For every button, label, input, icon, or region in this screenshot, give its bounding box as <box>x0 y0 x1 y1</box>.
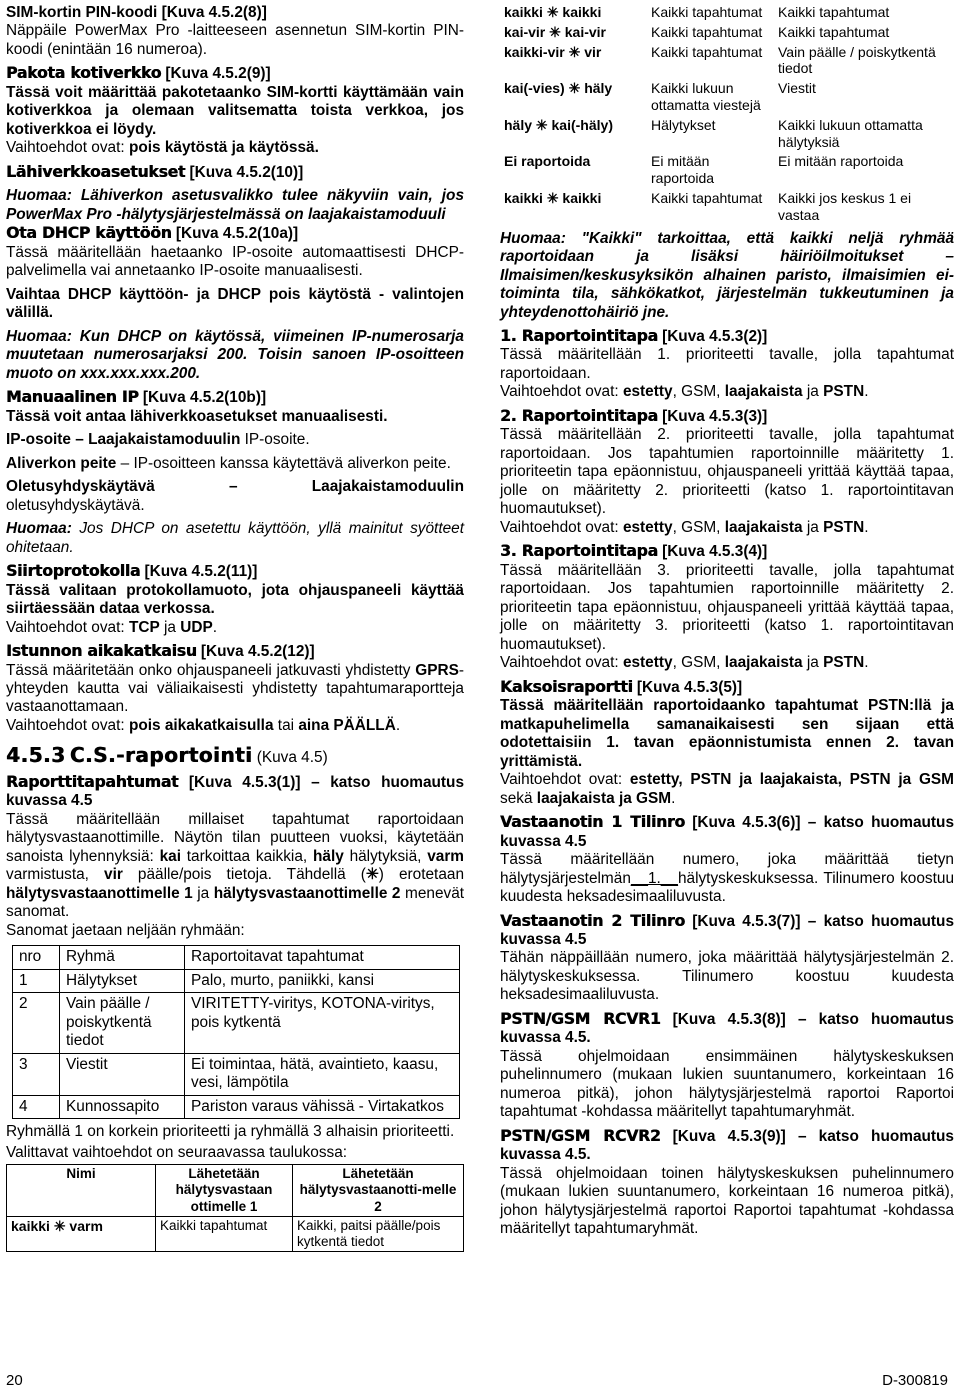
table-cell: Kaikki jos keskus 1 ei vastaa <box>778 189 912 223</box>
lan-settings-heading: Lähiverkkoasetukset <box>6 162 186 181</box>
report-events-rest-e: menevät sanomat. <box>6 884 465 921</box>
report-events-and: ja <box>192 884 214 902</box>
opt-end: . <box>864 383 869 401</box>
abbr-varm-text: varmistusta, <box>6 866 105 884</box>
manual-ip-note-label: Huomaa: <box>6 520 72 538</box>
opt-broadband: laajakaista <box>724 518 803 536</box>
session-opts-or: tai <box>273 716 299 734</box>
opt-pstn: PSTN <box>823 383 865 401</box>
table-cell: Kaikki, paitsi päälle/pois kytkentä tiedot <box>293 1216 464 1251</box>
table-cell: kaikki ✳ kaikki <box>504 189 602 206</box>
receiver-2-account-body: Tähän näppäillään numero, joka määrittää hälytysjärjestelmän 2. hälytyskeskuksessa. Tilinumero koostuu kuudesta heksadesimaaliluvusta. <box>500 949 954 1004</box>
ip-address-text: IP-osoite. <box>240 431 310 449</box>
report-method-1-section <box>500 327 954 402</box>
table-cell: Viestit <box>60 1053 185 1095</box>
dual-opts-lead: Vaihtoehdot ovat: <box>500 771 630 789</box>
section-title: C.S.-raportointi <box>69 743 253 768</box>
table-row <box>501 115 954 152</box>
table-cell: Kaikki tapahtumat <box>651 43 763 60</box>
rcvr1-ref: [Kuva 4.5.3(8)] – katso huomautus kuvassa 4.5. <box>500 1010 954 1047</box>
report-events-ref: [Kuva 4.5.3(1)] – katso huomautus kuvassa 4.5 <box>6 773 465 810</box>
table-row <box>501 79 954 116</box>
table-cell: Ei mitään raportoida <box>778 153 904 170</box>
rcvr2-ref: [Kuva 4.5.3(9)] – katso huomautus kuvassa 4.5. <box>500 1127 954 1164</box>
home-network-opts-lead: Vaihtoehdot ovat: <box>6 139 129 157</box>
report-method-3-ref: [Kuva 4.5.3(4)] <box>662 543 768 561</box>
sim-pin-section <box>6 4 464 59</box>
manual-ip-ref: [Kuva 4.5.2(10b)] <box>142 389 267 407</box>
opt-gsm: , GSM, <box>672 518 725 536</box>
report-events-rcvr1: hälytysvastaanottimelle 1 <box>6 884 193 902</box>
abbr-vir: vir <box>104 866 123 884</box>
dual-report-ref: [Kuva 4.5.3(5)] <box>636 678 743 696</box>
lan-settings-note: Huomaa: Lähiverkon asetusvalikko tulee näkyviin vain, jos PowerMax Pro -hälytysjärjestelmässä on laajakaistamoduuli <box>6 187 464 223</box>
report-method-2-heading: 2. Raportointitapa <box>500 406 658 425</box>
sim-pin-ref: [Kuva 4.5.2(8)] <box>161 4 267 21</box>
abbr-haly-text: hälytyksiä, <box>343 847 428 865</box>
options-col-name: Nimi <box>7 1165 156 1217</box>
opt-and: ja <box>802 383 824 401</box>
subnet-text: – IP-osoitteen kanssa käytettävä aliverkon peite. <box>116 454 451 472</box>
table-cell: Kaikki tapahtumat <box>651 23 763 40</box>
gateway-dash: – <box>154 478 312 496</box>
dhcp-ref: [Kuva 4.5.2(10a)] <box>175 225 299 243</box>
opt-and: ja <box>802 654 824 672</box>
rcvr1-body: Tässä ohjelmoidaan ensimmäinen hälytyskeskuksen puhelinnumero (mukaan lukien suuntanumero, korkeintaan 16 numeroa pitkä), johon hälytysjärjestelmä raportoi Raportoi tapahtumat -kohdassa määritellyt tapahtumaryhmät. <box>500 1047 954 1121</box>
table-cell: Viestit <box>778 80 816 97</box>
receiver-2-account-heading: Vastaanotin 2 Tilinro <box>500 911 685 930</box>
receiver-1-account-body-a: Tässä määritellään numero, joka määrittää tietyn hälytysjärjestelmän <box>500 851 954 887</box>
right-column <box>500 2 954 1244</box>
rcvr2-body: Tässä ohjelmoidaan toinen hälytyskeskuksen puhelinnumero (mukaan lukien suuntanumero, korkeintaan 16 numeroa pitkä), johon hälytysjärjestelmä raportoi Raportoi tapahtumat -kohdassa määritellyt tapahtumaryhmät. <box>500 1164 954 1238</box>
protocol-body: Tässä valitaan protokollamuoto, jota ohjauspaneeli käyttää siirtäessään dataa verkossa. <box>6 581 464 618</box>
options-intro: Valittavat vaihtoehdot on seuraavassa taulukossa: <box>6 1143 348 1161</box>
sim-pin-body: Näppäile PowerMax Pro -laitteeseen asennetun SIM-kortin PIN-koodi (enintään 16 numeroa). <box>6 22 464 58</box>
table-cell: Kaikki tapahtumat <box>778 4 890 20</box>
table-row <box>13 969 460 992</box>
opt-end: . <box>864 518 869 536</box>
ip-address-line <box>6 431 464 449</box>
opts-lead: Vaihtoehdot ovat: <box>500 518 623 536</box>
home-network-section <box>6 64 464 157</box>
rcvr1-heading: PSTN/GSM RCVR1 <box>500 1009 661 1028</box>
receiver-1-account-heading: Vastaanotin 1 Tilinro <box>500 813 685 832</box>
options-col-rcvr1: Lähetetään hälytysvastaan ottimelle 1 <box>156 1165 293 1217</box>
opts-lead: Vaihtoehdot ovat: <box>500 383 623 401</box>
report-method-2-section <box>500 407 954 537</box>
abbr-kai-text: tarkoittaa kaikkia, <box>181 847 313 865</box>
receiver-1-account-ref: [Kuva 4.5.3(6)] – katso huomautus kuvassa 4.5 <box>500 814 955 850</box>
receiver-1-account-section <box>500 813 954 906</box>
opt-blocked: estetty <box>622 654 673 672</box>
document-code: D-300819 <box>882 1372 948 1389</box>
table-cell: 4 <box>13 1095 60 1118</box>
table-cell: Ei mitään raportoida <box>651 153 715 187</box>
table-cell: 2 <box>13 993 60 1053</box>
protocol-opts-end: . <box>212 618 218 636</box>
opt-broadband: laajakaista <box>724 654 803 672</box>
rcvr2-heading: PSTN/GSM RCVR2 <box>500 1126 661 1145</box>
sim-pin-heading: SIM-kortin PIN-koodi <box>6 4 158 21</box>
dual-report-section <box>500 678 954 808</box>
table-row <box>501 188 954 225</box>
table-row <box>501 22 954 42</box>
protocol-heading: Siirtoprotokolla <box>6 562 141 581</box>
opts-lead: Vaihtoehdot ovat: <box>500 654 623 672</box>
table-cell: Vain päälle / poiskytkentä tiedot <box>778 43 936 77</box>
dual-opts-mid: sekä <box>500 789 537 807</box>
protocol-opts-and: ja <box>159 618 181 636</box>
opt-pstn: PSTN <box>823 518 865 536</box>
table-cell: kaikki ✳ varm <box>7 1216 156 1251</box>
protocol-section <box>6 562 464 637</box>
table-row <box>13 1053 460 1095</box>
lan-settings-ref: [Kuva 4.5.2(10)] <box>189 163 304 181</box>
table-row <box>7 1216 464 1251</box>
home-network-heading: Pakota kotiverkko <box>6 64 162 83</box>
home-network-ref: [Kuva 4.5.2(9)] <box>165 65 271 83</box>
all-note-label: Huomaa: <box>500 229 566 247</box>
table-cell: Kaikki lukuun ottamatta hälytyksiä <box>778 116 923 150</box>
subnet-label: Aliverkon peite <box>6 454 117 472</box>
subnet-line <box>6 455 464 473</box>
abbr-varm: varm <box>427 847 464 865</box>
groups-intro: Sanomat jaetaan neljään ryhmään: <box>6 921 245 939</box>
groups-table <box>12 945 460 1119</box>
groups-table-header <box>13 946 460 969</box>
opt-blocked: estetty <box>622 518 673 536</box>
protocol-ref: [Kuva 4.5.2(11)] <box>144 563 258 581</box>
session-opt-b: aina PÄÄLLÄ <box>298 716 396 734</box>
table-row <box>501 42 954 79</box>
page-number: 20 <box>6 1372 23 1389</box>
dhcp-note: Huomaa: Kun DHCP on käytössä, viimeinen IP-numerosarja muutetaan numerosarjaksi 200. Toisin sanoen IP-osoitteen muoto on xxx.xxx.xxx.200. <box>6 327 464 382</box>
dhcp-section <box>6 224 464 280</box>
dhcp-toggle-text: Vaihtaa DHCP käyttöön- ja DHCP pois käytöstä - valintojen välillä. <box>6 285 464 322</box>
report-method-2-ref: [Kuva 4.5.3(3)] <box>662 407 768 425</box>
manual-ip-note-text: Jos DHCP on asetettu käyttöön, yllä mainitut syötteet ohitetaan. <box>6 520 464 556</box>
table-cell: Kaikki tapahtumat <box>651 4 763 20</box>
options-col-rcvr2: Lähetetään hälytysvastaanotti-melle 2 <box>293 1165 464 1217</box>
table-cell: Vain päälle / poiskytkentä tiedot <box>60 993 185 1053</box>
groups-col-nro: nro <box>13 946 60 969</box>
session-opt-a: pois aikakatkaisulla <box>128 716 274 734</box>
table-cell: Ei toimintaa, hätä, avaintieto, kaasu, vesi, lämpötila <box>185 1053 460 1095</box>
opt-blocked: estetty <box>622 383 673 401</box>
manual-ip-section <box>6 388 464 426</box>
manual-ip-body: Tässä voit antaa lähiverkkoasetukset manuaalisesti. <box>6 407 388 425</box>
report-method-2-body: Tässä määritellään 2. prioriteetti tavalle, jolla tapahtumat raportoidaan. Jos tapahtumien raportoinnille määritetty 1. prioriteetin tapa epäonnistuu, ohjauspaneeli yrittää käyttää tapaa, jolle on määritetty 2. prioriteetti (katso 1. raportointitavan huomautukset). <box>500 426 954 518</box>
report-events-rcvr2: hälytysvastaanottimelle 2 <box>213 884 401 902</box>
receiver-1-account-underline: __1.__ <box>630 869 678 887</box>
options-table-continued <box>500 2 954 226</box>
home-network-opts: pois käytöstä ja käytössä. <box>128 139 319 157</box>
report-method-1-heading: 1. Raportointitapa <box>500 326 658 345</box>
protocol-opt-udp: UDP <box>180 618 213 636</box>
dual-opts-end: . <box>671 789 676 807</box>
receiver-1-account-body-b: hälytyskeskuksessa. Tilinumero koostuu kuudesta heksadesimaaliluvusta. <box>500 869 954 906</box>
abbr-haly: häly <box>312 847 344 865</box>
section-number: 4.5.3 <box>6 743 66 768</box>
table-cell: Pariston varaus vähissä - Virtakatkos <box>185 1095 460 1118</box>
report-events-section <box>6 773 464 940</box>
opt-end: . <box>864 654 869 672</box>
table-cell: kai(-vies) ✳ häly <box>504 80 613 97</box>
left-column <box>6 4 464 1252</box>
session-body-a: Tässä määritetään onko ohjauspaneeli jatkuvasti yhdistetty <box>6 661 416 679</box>
options-table-header <box>7 1165 464 1217</box>
gateway-line <box>6 478 464 515</box>
manual-ip-heading: Manuaalinen IP <box>6 388 139 407</box>
priority-text: Ryhmällä 1 on korkein prioriteetti ja ryhmällä 3 alhaisin prioriteetti. <box>6 1123 455 1141</box>
gateway-text: oletusyhdyskäytävä. <box>6 496 145 514</box>
table-cell: 1 <box>13 969 60 992</box>
protocol-opt-tcp: TCP <box>128 618 160 636</box>
table-row <box>13 993 460 1053</box>
dual-opts-b: laajakaista ja GSM <box>536 789 672 807</box>
table-cell: VIRITETTY-viritys, KOTONA-viritys, pois kytkentä <box>185 993 460 1053</box>
table-cell: Kaikki tapahtumat <box>778 23 890 40</box>
report-method-1-body: Tässä määritellään 1. prioriteetti tavalle, jolla tapahtumat raportoidaan. <box>500 346 954 382</box>
dhcp-body: Tässä määritellään haetaanko IP-osoite automaattisesti DHCP-palvelimella vai annetaanko IP-osoite manuaalisesti. <box>6 243 464 280</box>
dual-report-body: Tässä määritellään raportoidaanko tapahtumat PSTN:llä ja matkapuhelimella samanaikaisesti sen sijaan että odotettaisiin 1. tavan epäonnistumista ennen 2. tavan yrittämistä. <box>500 697 954 770</box>
opt-gsm: , GSM, <box>672 383 725 401</box>
table-cell: kai-vir ✳ kai-vir <box>504 23 607 40</box>
all-note-body: "Kaikki" tarkoittaa, että kaikki neljä ryhmää raportoidaan ja lisäksi häiriöilmoitukset – Ilmaisimen/keskusyksikön alhainen paristo, ilmaisimien ei-toiminta tila, sähkökatkot, järjestelmän tukkeutuminen ja yhteydenottohäiriö jne. <box>500 229 954 321</box>
lan-settings-section <box>6 163 464 182</box>
gateway-module: Laajakaistamoduulin <box>311 478 464 496</box>
ip-address-label: IP-osoite – Laajakaistamoduulin <box>6 431 241 449</box>
asterisk-icon: ✳ <box>365 866 379 884</box>
opt-pstn: PSTN <box>823 654 865 672</box>
table-cell: Hälytykset <box>60 969 185 992</box>
table-cell: Kaikki lukuun ottamatta viestejä <box>651 80 761 113</box>
home-network-body: Tässä voit määrittää pakotetaanko SIM-kortti käyttämään vain kotiverkkoa ja olemaan valitsematta toista verkkoa, jos kotiverkkoa ei löydy. <box>6 83 464 138</box>
table-cell: Ei raportoida <box>504 153 591 170</box>
manual-ip-note <box>6 520 464 557</box>
table-cell: häly ✳ kai(-häly) <box>504 116 613 133</box>
table-row <box>501 152 954 189</box>
table-cell: kaikki ✳ kaikki <box>504 4 602 20</box>
session-timeout-heading: Istunnon aikakatkaisu <box>6 642 197 661</box>
dual-opts: estetty, PSTN ja laajakaista, PSTN ja GSM <box>629 771 954 789</box>
receiver-2-account-ref: [Kuva 4.5.3(7)] – katso huomautus kuvassa 4.5 <box>500 912 955 948</box>
session-body-gprs: GPRS <box>415 661 459 679</box>
table-cell: kaikki-vir ✳ vir <box>504 43 602 60</box>
dual-report-heading: Kaksoisraportti <box>500 677 633 696</box>
opt-gsm: , GSM, <box>672 654 725 672</box>
report-method-1-ref: [Kuva 4.5.3(2)] <box>662 327 768 345</box>
section-ref: (Kuva 4.5) <box>256 749 328 767</box>
groups-col-events: Raportoitavat tapahtumat <box>185 946 460 969</box>
all-note <box>500 230 954 322</box>
report-method-3-section <box>500 542 954 672</box>
session-timeout-section <box>6 642 464 735</box>
table-cell: Kaikki tapahtumat <box>156 1216 293 1251</box>
cs-reporting-heading <box>6 743 464 767</box>
table-cell: Kunnossapito <box>60 1095 185 1118</box>
session-timeout-ref: [Kuva 4.5.2(12)] <box>200 643 315 661</box>
opt-broadband: laajakaista <box>724 383 803 401</box>
groups-col-group: Ryhmä <box>60 946 185 969</box>
abbr-kai: kai <box>159 847 181 865</box>
opt-and: ja <box>802 518 824 536</box>
gateway-label: Oletusyhdyskäytävä <box>6 478 155 496</box>
table-cell: Kaikki tapahtumat <box>651 189 763 206</box>
rcvr1-section <box>500 1010 954 1122</box>
dhcp-heading: Ota DHCP käyttöön <box>6 224 172 243</box>
receiver-2-account-section <box>500 912 954 1005</box>
report-method-3-body: Tässä määritellään 3. prioriteetti tavalle, jolla tapahtumat raportoidaan. Jos tapahtumien raportoinnille määritetty 2. prioriteetin tapa epäonnistuu, ohjauspaneeli yrittää käyttää tapaa, jolle on määritetty 3. prioriteetti (katso 1. raportointitavan huomautukset). <box>500 561 954 653</box>
rcvr2-section <box>500 1127 954 1239</box>
report-events-heading: Raporttitapahtumat <box>6 772 179 791</box>
session-body-c: -yhteyden kautta vai väliaikaisesti yhdistetty tapahtumaraportteja vastaanottamaan. <box>6 661 464 716</box>
protocol-opts-lead: Vaihtoehdot ovat: <box>6 618 129 636</box>
report-events-body: Tässä määritellään millaiset tapahtumat raportoidaan hälytysvastaanottimille. Näytön tilan puutteen vuoksi, käytetään sanoista lyhennyksiä: <box>6 810 464 865</box>
table-cell: Hälytykset <box>651 116 716 133</box>
table-cell: Palo, murto, paniikki, kansi <box>185 969 460 992</box>
table-row <box>13 1095 460 1118</box>
options-table <box>6 1164 464 1252</box>
report-method-3-heading: 3. Raportointitapa <box>500 542 658 561</box>
report-events-rest-a: ) erotetaan <box>378 866 465 884</box>
table-row <box>501 3 954 23</box>
table-cell: 3 <box>13 1053 60 1095</box>
session-opts-end: . <box>395 716 401 734</box>
abbr-vir-text: päälle/pois tietoja. Tähdellä ( <box>122 866 366 884</box>
session-opts-lead: Vaihtoehdot ovat: <box>6 716 129 734</box>
